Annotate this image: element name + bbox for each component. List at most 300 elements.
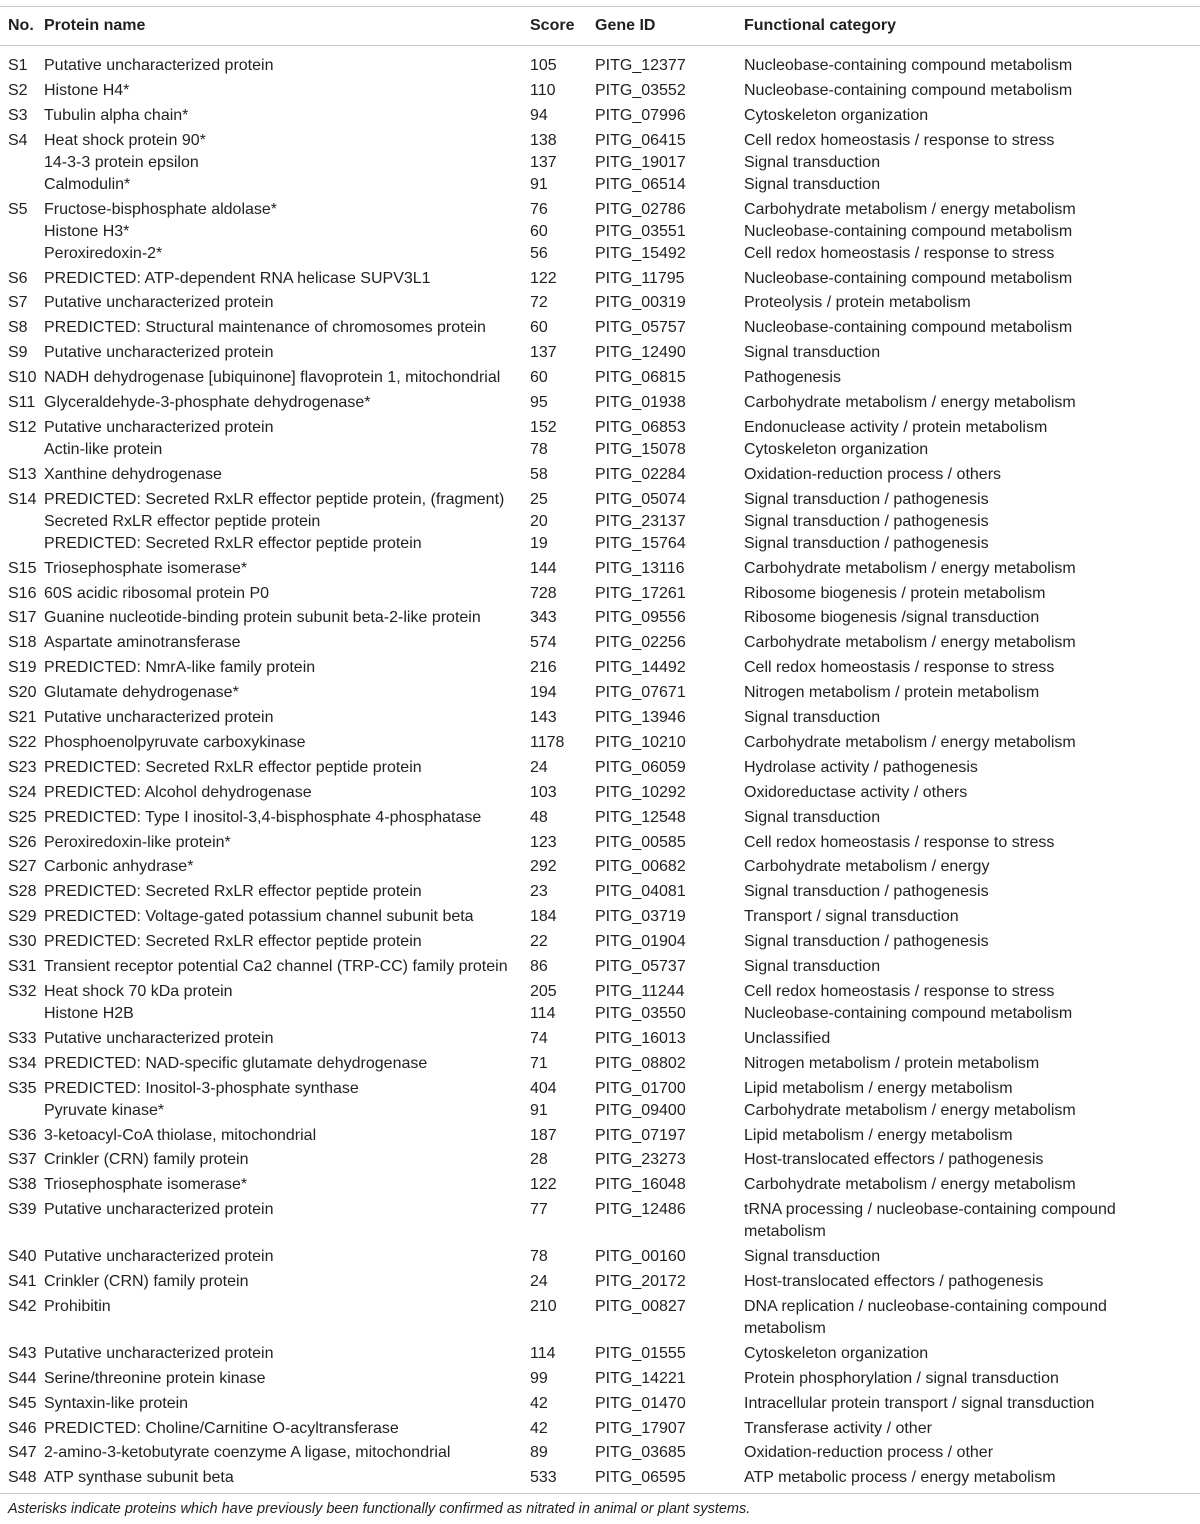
cell-score: 56 (530, 244, 548, 262)
cell-functional-category (744, 80, 1072, 102)
table-header-rule (0, 45, 1200, 46)
cell-protein-name: Transient receptor potential Ca2 channel (TRP-CC) family protein (44, 958, 508, 975)
cell-gene-id: PITG_05074 (595, 490, 686, 508)
cell-functional-category (744, 1442, 993, 1464)
cell-score: 137 (530, 344, 557, 362)
cell-gene-id: PITG_02256 (595, 634, 686, 652)
cell-no: S6 (8, 269, 28, 287)
cell-protein-name: Aspartate aminotransferase (44, 634, 241, 652)
cell-gene-id: PITG_07671 (595, 684, 686, 702)
cell-score: 78 (530, 1248, 548, 1266)
cell-score: 122 (530, 1176, 557, 1194)
cell-score: 105 (530, 57, 557, 74)
functional-category-line: tRNA processing / nucleobase-containing compound (744, 1201, 1116, 1219)
functional-category-line: Carbohydrate metabolism / energy metabolism (744, 200, 1076, 218)
cell-gene-id: PITG_01938 (595, 394, 686, 411)
cell-score: 42 (530, 1419, 548, 1437)
cell-protein-name: Heat shock 70 kDa protein (44, 982, 233, 1000)
cell-gene-id: PITG_15492 (595, 244, 686, 262)
functional-category-line: Signal transduction / pathogenesis (744, 534, 989, 552)
cell-no: S11 (8, 394, 36, 411)
cell-score: 184 (530, 908, 557, 926)
cell-protein-name: Secreted RxLR effector peptide protein (44, 512, 321, 530)
functional-category-line: Lipid metabolism / energy metabolism (744, 1126, 1013, 1144)
cell-gene-id: PITG_00319 (595, 294, 686, 312)
cell-no: S8 (8, 319, 28, 337)
cell-functional-category (744, 657, 1054, 679)
cell-no: S5 (8, 200, 28, 218)
functional-category-line: Intracellular protein transport / signal transduction (744, 1394, 1095, 1412)
functional-category-line: Signal transduction (744, 958, 881, 975)
cell-functional-category (744, 1393, 1094, 1415)
cell-gene-id: PITG_23273 (595, 1151, 686, 1169)
cell-functional-category (744, 174, 880, 196)
cell-gene-id: PITG_03719 (595, 908, 686, 926)
cell-functional-category (744, 221, 1072, 243)
cell-protein-name: Putative uncharacterized protein (44, 294, 274, 312)
cell-no: S28 (8, 883, 37, 901)
cell-no: S3 (8, 106, 28, 124)
cell-protein-name: Histone H4* (44, 81, 130, 99)
cell-protein-name: Serine/threonine protein kinase (44, 1369, 266, 1387)
cell-protein-name: Fructose-bisphosphate aldolase* (44, 200, 278, 218)
cell-functional-category (744, 317, 1072, 339)
header-protein-name: Protein name (44, 17, 146, 34)
cell-protein-name: PREDICTED: Alcohol dehydrogenase (44, 783, 312, 801)
cell-no: S44 (8, 1369, 37, 1387)
cell-protein-name: PREDICTED: NmrA-like family protein (44, 659, 316, 677)
cell-score: 89 (530, 1444, 548, 1462)
cell-protein-name: PREDICTED: Secreted RxLR effector peptide protein (44, 883, 422, 901)
cell-functional-category (744, 292, 971, 314)
cell-score: 23 (530, 883, 548, 901)
functional-category-line: Signal transduction (744, 709, 881, 726)
cell-protein-name: Peroxiredoxin-2* (44, 244, 163, 262)
cell-score: 343 (530, 609, 557, 627)
cell-functional-category (744, 981, 1054, 1003)
cell-score: 728 (530, 584, 557, 602)
functional-category-line: DNA replication / nucleobase-containing compound (744, 1297, 1107, 1315)
cell-gene-id: PITG_05737 (595, 958, 686, 975)
cell-gene-id: PITG_20172 (595, 1273, 686, 1290)
cell-gene-id: PITG_01904 (595, 933, 686, 951)
cell-score: 71 (530, 1054, 548, 1072)
cell-gene-id: PITG_16013 (595, 1029, 686, 1047)
cell-gene-id: PITG_15764 (595, 534, 686, 552)
cell-no: S41 (8, 1273, 37, 1290)
cell-functional-category (744, 439, 928, 461)
cell-score: 28 (530, 1151, 548, 1169)
cell-protein-name: Putative uncharacterized protein (44, 1248, 274, 1266)
cell-no: S17 (8, 609, 37, 627)
cell-protein-name: PREDICTED: Choline/Carnitine O-acyltransferase (44, 1419, 399, 1437)
cell-score: 1178 (530, 733, 565, 751)
functional-category-line: Cytoskeleton organization (744, 106, 929, 124)
cell-score: 143 (530, 709, 557, 726)
cell-functional-category (744, 464, 1001, 486)
cell-functional-category (744, 367, 841, 389)
cell-gene-id: PITG_06514 (595, 175, 686, 193)
cell-no: S12 (8, 418, 37, 436)
cell-protein-name: NADH dehydrogenase [ubiquinone] flavoprotein 1, mitochondrial (44, 369, 501, 387)
cell-no: S2 (8, 81, 28, 99)
cell-gene-id: PITG_06853 (595, 418, 686, 436)
functional-category-line: Pathogenesis (744, 369, 841, 387)
cell-no: S45 (8, 1394, 37, 1412)
functional-category-line: Cell redox homeostasis / response to stress (744, 244, 1055, 262)
cell-functional-category (744, 1296, 1107, 1340)
cell-no: S43 (8, 1344, 37, 1362)
cell-functional-category (744, 1246, 880, 1268)
functional-category-line: Signal transduction / pathogenesis (744, 883, 989, 901)
cell-functional-category (744, 1149, 1043, 1171)
cell-gene-id: PITG_00682 (595, 858, 686, 876)
cell-functional-category (744, 1003, 1072, 1025)
cell-functional-category (744, 856, 989, 878)
cell-functional-category (744, 1053, 1039, 1075)
cell-no: S18 (8, 634, 37, 652)
functional-category-line: Signal transduction (744, 175, 881, 193)
cell-score: 42 (530, 1394, 548, 1412)
cell-gene-id: PITG_16048 (595, 1176, 686, 1194)
cell-protein-name: Calmodulin* (44, 175, 131, 193)
cell-no: S16 (8, 584, 37, 602)
cell-score: 574 (530, 634, 557, 652)
functional-category-line: Nucleobase-containing compound metabolism (744, 269, 1073, 287)
cell-score: 114 (530, 1004, 556, 1022)
cell-no: S42 (8, 1297, 37, 1315)
functional-category-line: Nucleobase-containing compound metabolism (744, 222, 1073, 240)
cell-protein-name: Putative uncharacterized protein (44, 1201, 274, 1219)
functional-category-line: metabolism (744, 1319, 826, 1337)
functional-category-line: Signal transduction / pathogenesis (744, 512, 989, 530)
cell-functional-category (744, 558, 1076, 580)
cell-protein-name: Crinkler (CRN) family protein (44, 1151, 249, 1169)
functional-category-line: Transport / signal transduction (744, 908, 959, 926)
cell-gene-id: PITG_12548 (595, 808, 686, 826)
cell-functional-category (744, 607, 1039, 629)
cell-score: 205 (530, 982, 557, 1000)
functional-category-line: Transferase activity / other (744, 1419, 932, 1437)
cell-gene-id: PITG_12490 (595, 344, 686, 362)
cell-protein-name: 60S acidic ribosomal protein P0 (44, 584, 270, 602)
cell-protein-name: PREDICTED: Structural maintenance of chromosomes protein (44, 319, 486, 337)
functional-category-line: Host-translocated effectors / pathogenesis (744, 1151, 1044, 1169)
cell-no: S10 (8, 369, 37, 387)
cell-protein-name: PREDICTED: Secreted RxLR effector peptide protein, (fragment) (44, 490, 505, 508)
cell-score: 292 (530, 858, 557, 876)
cell-no: S37 (8, 1151, 37, 1169)
cell-protein-name: PREDICTED: ATP-dependent RNA helicase SUPV3L1 (44, 269, 431, 287)
cell-functional-category (744, 1467, 1056, 1489)
functional-category-line: ATP metabolic process / energy metabolism (744, 1469, 1056, 1487)
cell-gene-id: PITG_17261 (595, 584, 686, 602)
cell-no: S36 (8, 1126, 37, 1144)
cell-functional-category (744, 782, 967, 804)
cell-protein-name: Putative uncharacterized protein (44, 344, 274, 362)
functional-category-line: Carbohydrate metabolism / energy (744, 858, 990, 876)
cell-score: 77 (530, 1201, 548, 1219)
cell-protein-name: Putative uncharacterized protein (44, 1344, 274, 1362)
cell-protein-name: Xanthine dehydrogenase (44, 465, 222, 483)
cell-functional-category (744, 1368, 1059, 1390)
functional-category-line: Ribosome biogenesis / protein metabolism (744, 584, 1046, 602)
cell-protein-name: ATP synthase subunit beta (44, 1469, 234, 1487)
cell-no: S14 (8, 490, 37, 508)
cell-gene-id: PITG_17907 (595, 1419, 686, 1437)
cell-no: S34 (8, 1054, 37, 1072)
cell-protein-name: Phosphoenolpyruvate carboxykinase (44, 733, 306, 751)
cell-no: S7 (8, 294, 28, 312)
cell-gene-id: PITG_11244 (595, 982, 685, 1000)
table-header-row (0, 14, 1200, 38)
cell-score: 19 (530, 534, 548, 552)
functional-category-line: Endonuclease activity / protein metabolism (744, 418, 1048, 436)
cell-protein-name: PREDICTED: Secreted RxLR effector peptide protein (44, 933, 422, 951)
cell-protein-name: Tubulin alpha chain* (44, 106, 189, 124)
cell-functional-category (744, 511, 989, 533)
cell-protein-name: 14-3-3 protein epsilon (44, 153, 199, 171)
cell-gene-id: PITG_14492 (595, 659, 686, 677)
cell-functional-category (744, 1271, 1043, 1293)
cell-score: 22 (530, 933, 548, 951)
cell-score: 404 (530, 1079, 557, 1097)
cell-gene-id: PITG_23137 (595, 512, 686, 530)
cell-no: S26 (8, 833, 37, 851)
cell-protein-name: Carbonic anhydrase* (44, 858, 194, 876)
functional-category-line: Nucleobase-containing compound metabolism (744, 1004, 1073, 1022)
functional-category-line: Carbohydrate metabolism / energy metabolism (744, 634, 1076, 652)
cell-functional-category (744, 1125, 1013, 1147)
functional-category-line: Ribosome biogenesis /signal transduction (744, 609, 1040, 627)
cell-score: 94 (530, 106, 548, 124)
cell-gene-id: PITG_03550 (595, 1004, 686, 1022)
cell-score: 72 (530, 294, 548, 312)
cell-no: S25 (8, 808, 37, 826)
functional-category-line: Carbohydrate metabolism / energy metabolism (744, 394, 1076, 411)
header-functional-category: Functional category (744, 17, 897, 34)
cell-score: 187 (530, 1126, 557, 1144)
cell-score: 20 (530, 512, 548, 530)
cell-gene-id: PITG_06815 (595, 369, 686, 387)
cell-gene-id: PITG_12377 (595, 57, 686, 74)
cell-score: 533 (530, 1469, 557, 1487)
functional-category-line: Cell redox homeostasis / response to stress (744, 833, 1055, 851)
functional-category-line: Nucleobase-containing compound metabolism (744, 81, 1073, 99)
cell-protein-name: Histone H2B (44, 1004, 134, 1022)
functional-category-line: Oxidation-reduction process / other (744, 1444, 994, 1462)
cell-score: 138 (530, 131, 557, 149)
functional-category-line: Signal transduction (744, 808, 881, 826)
cell-protein-name: Triosephosphate isomerase* (44, 1176, 248, 1194)
cell-gene-id: PITG_10210 (595, 733, 686, 751)
cell-score: 144 (530, 559, 557, 577)
functional-category-line: Signal transduction / pathogenesis (744, 933, 989, 951)
functional-category-line: Host-translocated effectors / pathogenesis (744, 1273, 1044, 1290)
cell-gene-id: PITG_05757 (595, 319, 686, 337)
cell-gene-id: PITG_07197 (595, 1126, 686, 1144)
cell-no: S39 (8, 1201, 37, 1219)
cell-score: 86 (530, 958, 548, 975)
cell-no: S32 (8, 982, 37, 1000)
cell-score: 24 (530, 1273, 548, 1290)
cell-score: 78 (530, 440, 548, 458)
cell-gene-id: PITG_12486 (595, 1201, 686, 1219)
cell-gene-id: PITG_14221 (595, 1369, 686, 1387)
functional-category-line: Hydrolase activity / pathogenesis (744, 758, 978, 776)
cell-no: S46 (8, 1419, 37, 1437)
cell-protein-name: Actin-like protein (44, 440, 163, 458)
cell-score: 110 (530, 81, 556, 99)
cell-no: S40 (8, 1248, 37, 1266)
cell-protein-name: Putative uncharacterized protein (44, 418, 274, 436)
cell-protein-name: Pyruvate kinase* (44, 1101, 165, 1119)
functional-category-line: Carbohydrate metabolism / energy metabolism (744, 559, 1076, 577)
cell-score: 216 (530, 659, 557, 677)
cell-score: 24 (530, 758, 548, 776)
functional-category-line: Carbohydrate metabolism / energy metabolism (744, 733, 1076, 751)
cell-gene-id: PITG_02284 (595, 465, 686, 483)
cell-score: 99 (530, 1369, 548, 1387)
cell-functional-category (744, 1343, 928, 1365)
functional-category-line: Nucleobase-containing compound metabolism (744, 319, 1073, 337)
functional-category-line: Cytoskeleton organization (744, 440, 929, 458)
cell-score: 123 (530, 833, 557, 851)
table-bottom-rule (0, 1493, 1200, 1494)
cell-functional-category (744, 632, 1076, 654)
cell-protein-name: Glutamate dehydrogenase* (44, 684, 239, 702)
functional-category-line: Cytoskeleton organization (744, 1344, 929, 1362)
cell-gene-id: PITG_03552 (595, 81, 686, 99)
cell-protein-name: Guanine nucleotide-binding protein subunit beta-2-like protein (44, 609, 481, 627)
cell-functional-category (744, 268, 1072, 290)
cell-protein-name: PREDICTED: Type I inositol-3,4-bisphosphate 4-phosphatase (44, 808, 482, 826)
cell-no: S15 (8, 559, 37, 577)
cell-protein-name: 2-amino-3-ketobutyrate coenzyme A ligase, mitochondrial (44, 1444, 451, 1462)
functional-category-line: Nitrogen metabolism / protein metabolism (744, 1054, 1040, 1072)
cell-gene-id: PITG_10292 (595, 783, 686, 801)
cell-gene-id: PITG_15078 (595, 440, 686, 458)
cell-gene-id: PITG_13946 (595, 709, 686, 726)
cell-functional-category (744, 55, 1072, 77)
cell-functional-category (744, 682, 1039, 704)
cell-no: S35 (8, 1079, 37, 1097)
cell-score: 76 (530, 200, 548, 218)
cell-score: 122 (530, 269, 557, 287)
cell-score: 114 (530, 1344, 556, 1362)
cell-protein-name: Putative uncharacterized protein (44, 57, 274, 74)
cell-functional-category (744, 417, 1047, 439)
cell-no: S19 (8, 659, 37, 677)
cell-functional-category (744, 757, 978, 779)
cell-score: 91 (530, 1101, 548, 1119)
cell-no: S29 (8, 908, 37, 926)
functional-category-line: Carbohydrate metabolism / energy metabolism (744, 1101, 1076, 1119)
cell-functional-category (744, 807, 880, 829)
cell-no: S30 (8, 933, 37, 951)
cell-protein-name: Glyceraldehyde-3-phosphate dehydrogenase* (44, 394, 371, 411)
cell-functional-category (744, 152, 880, 174)
functional-category-line: metabolism (744, 1223, 826, 1241)
cell-no: S47 (8, 1444, 37, 1462)
cell-gene-id: PITG_04081 (595, 883, 686, 901)
cell-functional-category (744, 489, 989, 511)
cell-no: S13 (8, 465, 37, 483)
cell-functional-category (744, 243, 1054, 265)
cell-functional-category (744, 130, 1054, 152)
functional-category-line: Nucleobase-containing compound metabolism (744, 57, 1073, 74)
functional-category-line: Signal transduction (744, 344, 881, 362)
cell-score: 60 (530, 369, 548, 387)
cell-functional-category (744, 956, 880, 978)
cell-no: S21 (8, 709, 37, 726)
cell-functional-category (744, 832, 1054, 854)
cell-protein-name: Syntaxin-like protein (44, 1394, 189, 1412)
cell-score: 48 (530, 808, 548, 826)
cell-protein-name: Crinkler (CRN) family protein (44, 1273, 249, 1290)
functional-category-line: Carbohydrate metabolism / energy metabolism (744, 1176, 1076, 1194)
cell-gene-id: PITG_06595 (595, 1469, 686, 1487)
cell-no: S20 (8, 684, 37, 702)
header-no: No. (8, 17, 34, 34)
cell-score: 210 (530, 1297, 557, 1315)
cell-no: S9 (8, 344, 28, 362)
cell-functional-category (744, 906, 959, 928)
cell-functional-category (744, 533, 989, 555)
cell-score: 91 (530, 175, 548, 193)
cell-no: S48 (8, 1469, 37, 1487)
cell-functional-category (744, 1028, 830, 1050)
cell-no: S38 (8, 1176, 37, 1194)
cell-protein-name: PREDICTED: Secreted RxLR effector peptide protein (44, 534, 422, 552)
cell-gene-id: PITG_03551 (595, 222, 686, 240)
cell-gene-id: PITG_01700 (595, 1079, 686, 1097)
cell-gene-id: PITG_00585 (595, 833, 686, 851)
cell-score: 137 (530, 153, 557, 171)
functional-category-line: Signal transduction / pathogenesis (744, 490, 989, 508)
cell-gene-id: PITG_00160 (595, 1248, 686, 1266)
cell-protein-name: 3-ketoacyl-CoA thiolase, mitochondrial (44, 1126, 317, 1144)
cell-functional-category (744, 1078, 1013, 1100)
cell-protein-name: Prohibitin (44, 1297, 111, 1315)
functional-category-line: Unclassified (744, 1029, 831, 1047)
cell-no: S31 (8, 958, 37, 975)
cell-protein-name: Histone H3* (44, 222, 130, 240)
cell-no: S23 (8, 758, 37, 776)
cell-gene-id: PITG_01555 (595, 1344, 686, 1362)
cell-functional-category (744, 342, 880, 364)
table-top-rule (0, 6, 1200, 7)
functional-category-line: Signal transduction (744, 1248, 881, 1266)
cell-functional-category (744, 392, 1076, 414)
cell-gene-id: PITG_09556 (595, 609, 686, 627)
cell-no: S1 (8, 57, 28, 74)
cell-functional-category (744, 1100, 1076, 1122)
cell-functional-category (744, 1199, 1116, 1243)
functional-category-line: Lipid metabolism / energy metabolism (744, 1079, 1013, 1097)
header-gene-id: Gene ID (595, 17, 656, 34)
cell-score: 74 (530, 1029, 548, 1047)
cell-protein-name: Putative uncharacterized protein (44, 709, 274, 726)
cell-gene-id: PITG_06059 (595, 758, 686, 776)
functional-category-line: Cell redox homeostasis / response to stress (744, 131, 1055, 149)
functional-category-line: Oxidation-reduction process / others (744, 465, 1002, 483)
header-score: Score (530, 17, 575, 34)
cell-score: 58 (530, 465, 548, 483)
cell-protein-name: PREDICTED: Inositol-3-phosphate synthase (44, 1079, 359, 1097)
cell-protein-name: Peroxiredoxin-like protein* (44, 833, 231, 851)
cell-no: S27 (8, 858, 37, 876)
